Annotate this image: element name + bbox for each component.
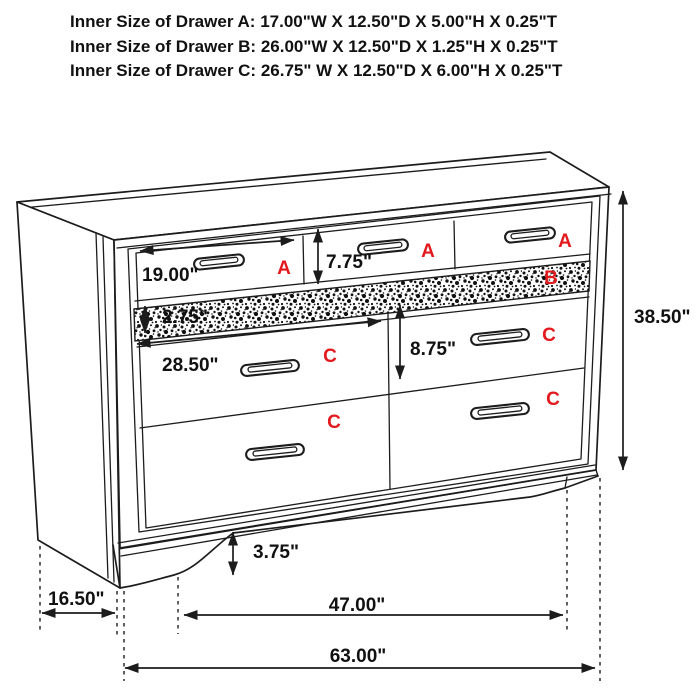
dresser-body [17, 152, 611, 588]
drawer-b-label: B [544, 268, 558, 289]
label-overall-height: 38.50" [634, 307, 691, 328]
spec-line-drawer-b: Inner Size of Drawer B: 26.00"W X 12.50"D X 1.25"H X 0.25"T [70, 36, 558, 56]
label-drawer-b-height: 2.75" [162, 307, 208, 328]
drawer-a2-label: A [421, 241, 435, 262]
label-base-height: 3.75" [253, 542, 299, 563]
drawer-c2-left-label: C [327, 412, 341, 433]
spec-line-drawer-a: Inner Size of Drawer A: 17.00"W X 12.50"D X 5.00"H X 0.25"T [70, 12, 558, 31]
drawer-c1-right-label: C [542, 325, 556, 346]
label-drawer-c-width: 28.50" [162, 355, 219, 376]
right-foot-edge [565, 477, 567, 488]
drawer-a3-label: A [558, 231, 572, 252]
spec-line-drawer-c: Inner Size of Drawer C: 26.75" W X 12.50"D X 6.00"H X 0.25"T [70, 61, 563, 80]
label-overall-width: 63.00" [329, 646, 387, 667]
label-drawer-c-height: 8.75" [410, 339, 456, 360]
left-side-panel [17, 202, 120, 588]
drawer-c2-right-label: C [546, 389, 560, 410]
label-feet-span: 47.00" [328, 595, 386, 616]
label-drawer-a-height: 7.75" [326, 252, 372, 273]
label-drawer-a-width: 19.00" [142, 265, 199, 286]
label-base-depth: 16.50" [48, 589, 105, 610]
drawer-a1-label: A [277, 258, 291, 279]
drawer-c1-left-label: C [323, 346, 337, 367]
